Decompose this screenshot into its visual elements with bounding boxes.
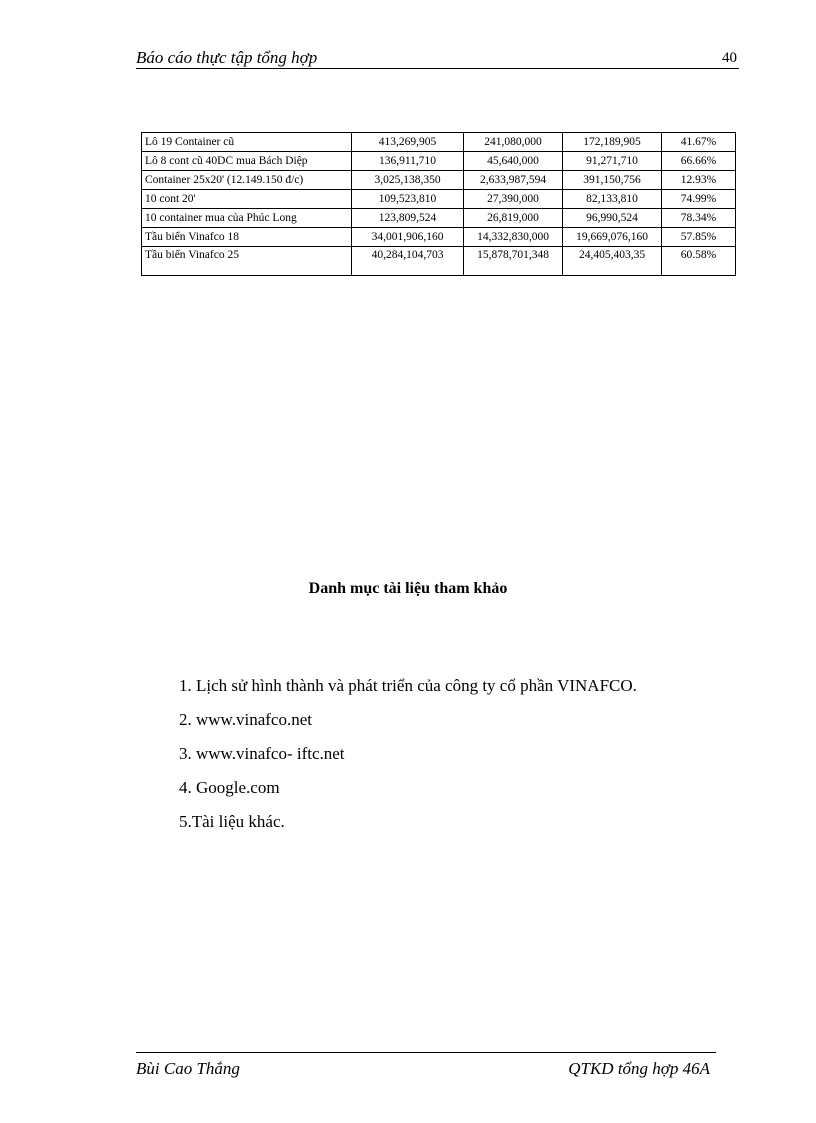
item-name-cell: Lô 19 Container cũ xyxy=(142,133,352,152)
value-cell: 45,640,000 xyxy=(464,152,563,171)
value-cell: 66.66% xyxy=(662,152,736,171)
value-cell: 82,133,810 xyxy=(563,190,662,209)
reference-item: 1. Lịch sử hình thành và phát triển của công ty cổ phần VINAFCO. xyxy=(179,676,637,695)
value-cell: 91,271,710 xyxy=(563,152,662,171)
value-cell: 60.58% xyxy=(662,247,736,276)
value-cell: 27,390,000 xyxy=(464,190,563,209)
value-cell: 109,523,810 xyxy=(352,190,464,209)
page-number: 40 xyxy=(722,50,737,66)
value-cell: 40,284,104,703 xyxy=(352,247,464,276)
page-footer xyxy=(136,1052,716,1083)
references-list xyxy=(179,674,637,844)
value-cell: 413,269,905 xyxy=(352,133,464,152)
value-cell: 57.85% xyxy=(662,228,736,247)
item-name-cell: Tầu biển Vinafco 25 xyxy=(142,247,352,276)
value-cell: 14,332,830,000 xyxy=(464,228,563,247)
value-cell: 3,025,138,350 xyxy=(352,171,464,190)
value-cell: 96,990,524 xyxy=(563,209,662,228)
value-cell: 26,819,000 xyxy=(464,209,563,228)
reference-item: 2. www.vinafco.net xyxy=(179,710,312,729)
table-row xyxy=(142,209,736,228)
table-row xyxy=(142,133,736,152)
item-name-cell: 10 container mua của Phúc Long xyxy=(142,209,352,228)
reference-item: 3. www.vinafco- iftc.net xyxy=(179,744,345,763)
item-name-cell: Tầu biển Vinafco 18 xyxy=(142,228,352,247)
value-cell: 123,809,524 xyxy=(352,209,464,228)
footer-class: QTKD tổng hợp 46A xyxy=(568,1059,710,1078)
value-cell: 2,633,987,594 xyxy=(464,171,563,190)
value-cell: 136,911,710 xyxy=(352,152,464,171)
value-cell: 74.99% xyxy=(662,190,736,209)
value-cell: 19,669,076,160 xyxy=(563,228,662,247)
footer-author: Bùi Cao Thắng xyxy=(136,1059,240,1078)
reference-item: 5.Tài liệu khác. xyxy=(179,812,285,831)
value-cell: 12.93% xyxy=(662,171,736,190)
value-cell: 172,189,905 xyxy=(563,133,662,152)
item-name-cell: Container 25x20' (12.149.150 đ/c) xyxy=(142,171,352,190)
table-row xyxy=(142,247,736,276)
value-cell: 24,405,403,35 xyxy=(563,247,662,276)
value-cell: 241,080,000 xyxy=(464,133,563,152)
reference-item: 4. Google.com xyxy=(179,778,280,797)
page-header xyxy=(136,46,739,69)
value-cell: 391,150,756 xyxy=(563,171,662,190)
header-title: Báo cáo thực tập tổng hợp xyxy=(136,48,318,67)
asset-table xyxy=(141,132,736,276)
value-cell: 34,001,906,160 xyxy=(352,228,464,247)
references-title: Danh mục tài liệu tham khảo xyxy=(308,580,508,597)
item-name-cell: Lô 8 cont cũ 40DC mua Bách Diệp xyxy=(142,152,352,171)
table-row xyxy=(142,171,736,190)
value-cell: 41.67% xyxy=(662,133,736,152)
asset-table-body xyxy=(142,133,736,276)
table-row xyxy=(142,152,736,171)
item-name-cell: 10 cont 20' xyxy=(142,190,352,209)
value-cell: 15,878,701,348 xyxy=(464,247,563,276)
table-row xyxy=(142,228,736,247)
table-row xyxy=(142,190,736,209)
value-cell: 78.34% xyxy=(662,209,736,228)
